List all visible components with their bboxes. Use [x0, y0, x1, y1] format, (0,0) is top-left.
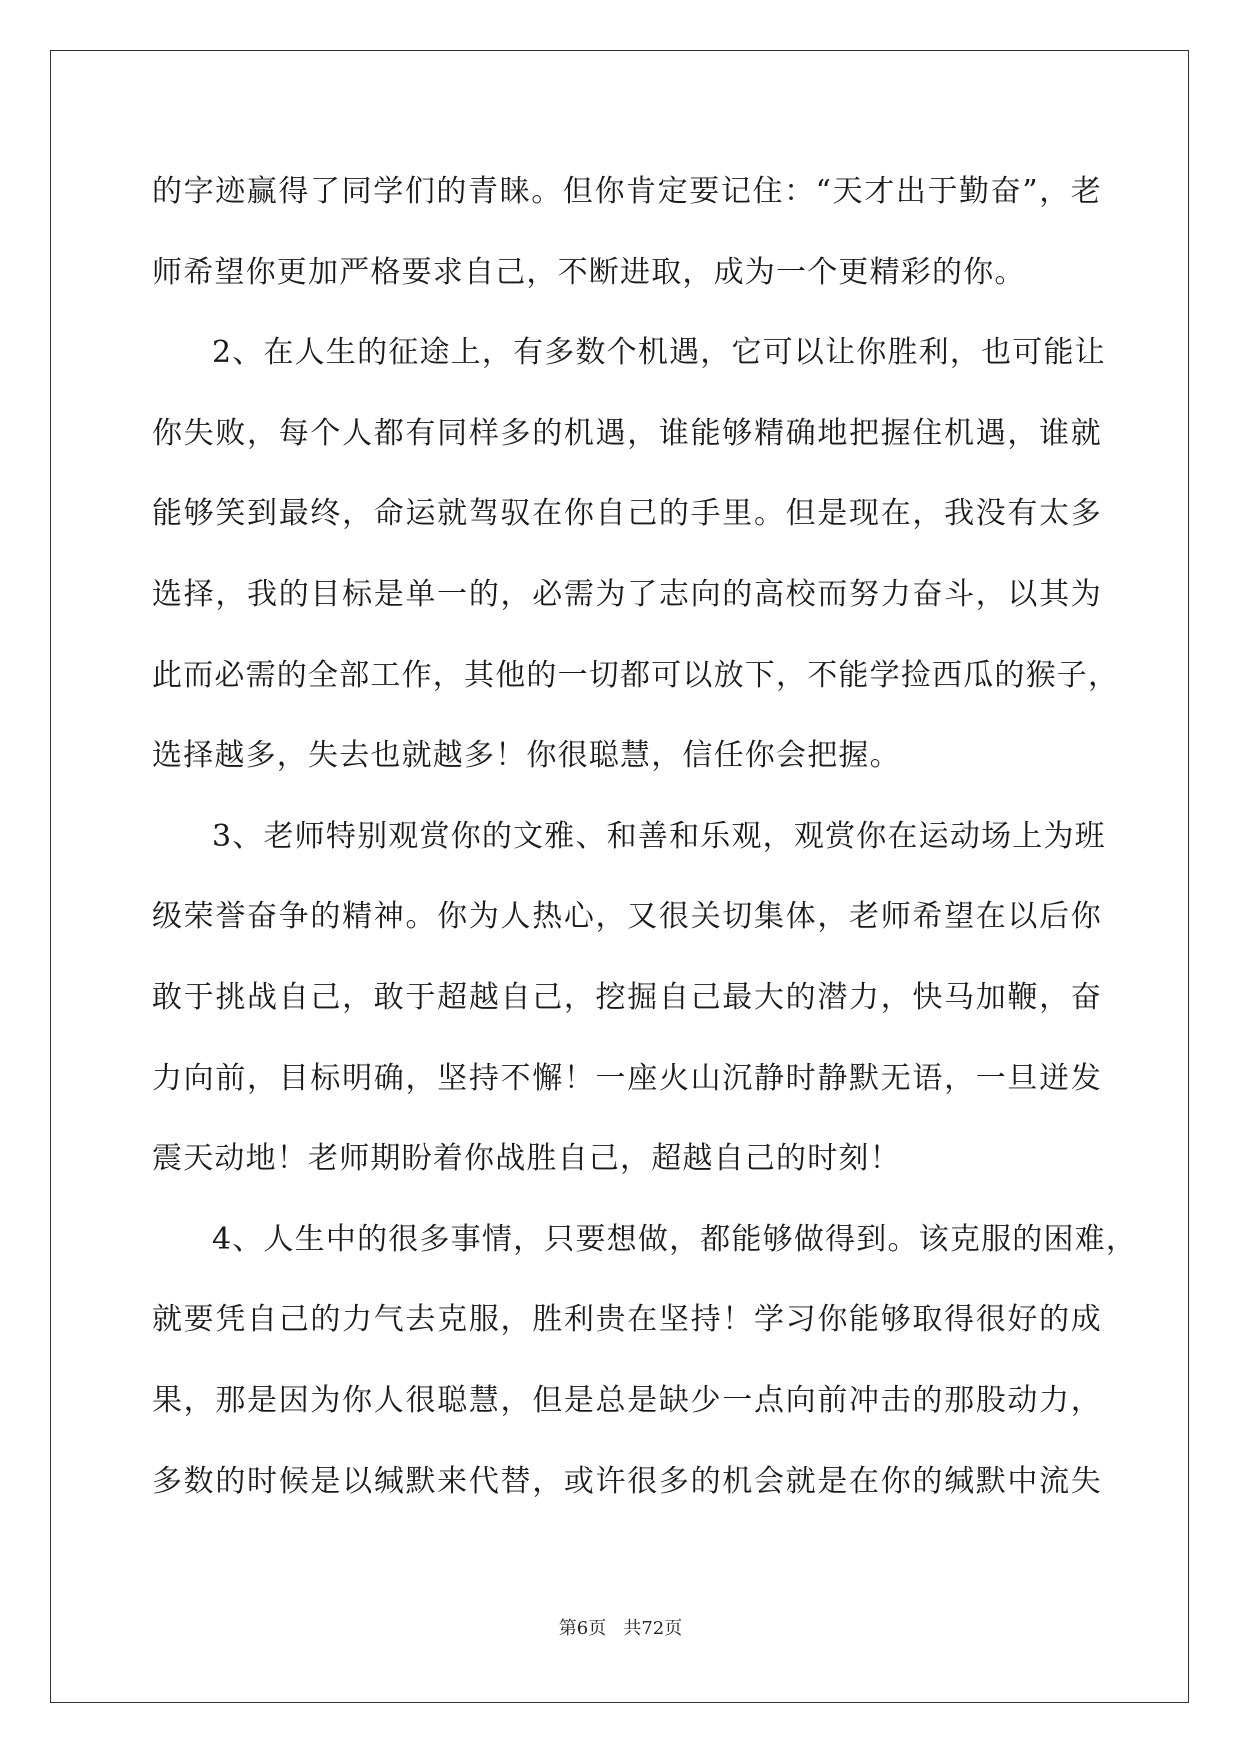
text-line: 此而必需的全部工作，其他的一切都可以放下，不能学捡西瓜的猴子， [152, 657, 1120, 693]
page-label-suffix: 页 [588, 1618, 607, 1639]
text-line: 多数的时候是以缄默来代替，或许很多的机会就是在你的缄默中流失 [152, 1463, 1102, 1499]
text-line: 2、在人生的征途上，有多数个机遇，它可以让你胜利，也可能让 [212, 335, 1106, 371]
page-label-prefix: 第 [558, 1618, 577, 1639]
page-footer [0, 1614, 1241, 1640]
text-line: 能够笑到最终，命运就驾驭在你自己的手里。但是现在，我没有太多 [152, 496, 1102, 532]
text-line: 选择，我的目标是单一的，必需为了志向的高校而努力奋斗，以其为 [152, 576, 1102, 612]
text-line: 3、老师特别观赏你的文雅、和善和乐观，观赏你在运动场上为班 [212, 818, 1106, 854]
text-line: 果，那是因为你人很聪慧，但是总是缺少一点向前冲击的那股动力， [152, 1382, 1102, 1418]
total-pages-number: 72 [641, 1618, 665, 1639]
text-line: 就要凭自己的力气去克服，胜利贵在坚持！学习你能够取得很好的成 [152, 1302, 1102, 1338]
text-line: 师希望你更加严格要求自己，不断进取，成为一个更精彩的你。 [152, 254, 1026, 290]
text-line: 敢于挑战自己，敢于超越自己，挖掘自己最大的潜力，快马加鞭，奋 [152, 979, 1102, 1015]
document-body [152, 162, 1138, 1532]
total-label-suffix: 页 [664, 1618, 683, 1639]
text-line: 选择越多，失去也就越多！你很聪慧，信任你会把握。 [152, 738, 901, 774]
text-line: 力向前，目标明确，坚持不懈！一座火山沉静时静默无语，一旦迸发 [152, 1060, 1102, 1096]
current-page-number: 6 [576, 1618, 589, 1639]
text-line: 的字迹赢得了同学们的青睐。但你肯定要记住：“天才出于勤奋”，老 [152, 174, 1102, 209]
text-line: 4、人生中的很多事情，只要想做，都能够做得到。该克服的困难， [212, 1221, 1138, 1257]
total-label-prefix: 共 [623, 1618, 642, 1639]
text-line: 震天动地！老师期盼着你战胜自己，超越自己的时刻！ [152, 1141, 901, 1177]
text-line: 你失败，每个人都有同样多的机遇，谁能够精确地把握住机遇，谁就 [152, 415, 1102, 451]
text-line: 级荣誉奋争的精神。你为人热心，又很关切集体，老师希望在以后你 [152, 899, 1102, 935]
